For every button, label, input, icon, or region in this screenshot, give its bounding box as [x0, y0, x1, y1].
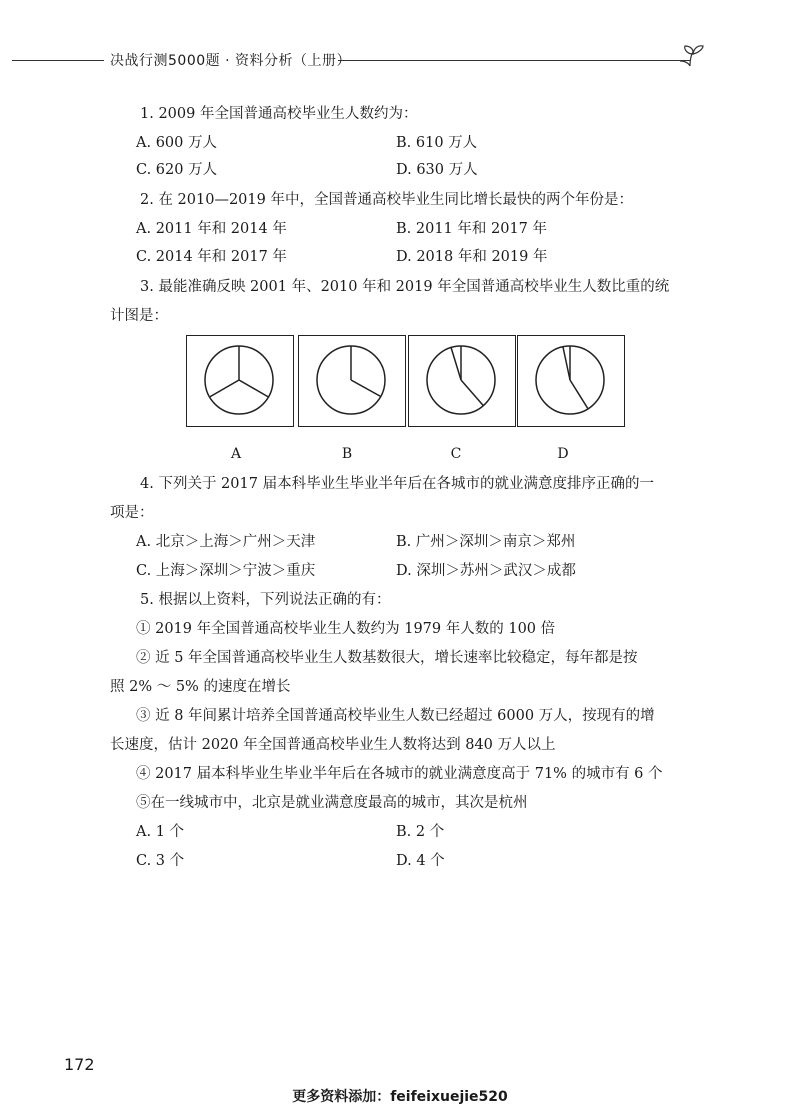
q2-option-c: C. 2014 年和 2017 年 — [136, 249, 287, 265]
pie-chart-d — [518, 336, 623, 425]
q4-option-c: C. 上海＞深圳＞宁波＞重庆 — [136, 563, 316, 579]
chart-label-a: A — [230, 446, 242, 462]
q1-option-d: D. 630 万人 — [396, 162, 478, 178]
pie-a-slice-boundary-2 — [239, 380, 268, 397]
running-header — [0, 44, 800, 74]
chart-box-b — [298, 335, 406, 427]
page-number: 172 — [64, 1055, 95, 1074]
q3-stem-line1: 3. 最能准确反映 2001 年、2010 年和 2019 年全国普通高校毕业生人数比重的统 — [140, 279, 670, 295]
q2-option-a: A. 2011 年和 2014 年 — [136, 221, 287, 237]
q5-statement-1: ① 2019 年全国普通高校毕业生人数约为 1979 年人数的 100 倍 — [136, 621, 556, 637]
q3-stem-line2: 计图是： — [110, 308, 168, 324]
q2-option-b: B. 2011 年和 2017 年 — [396, 221, 548, 237]
q5-option-d: D. 4 个 — [396, 853, 445, 869]
pie-chart-c — [409, 336, 514, 425]
pie-chart-b — [299, 336, 404, 425]
q5-stem: 5. 根据以上资料，下列说法正确的有： — [140, 592, 391, 608]
chart-box-c — [408, 335, 516, 427]
q4-option-b: B. 广州＞深圳＞南京＞郑州 — [396, 534, 576, 550]
q5-option-c: C. 3 个 — [136, 853, 185, 869]
q5-statement-2-line2: 照 2% ～ 5% 的速度在增长 — [110, 679, 291, 695]
header-rule-right — [338, 60, 690, 61]
q5-option-a: A. 1 个 — [136, 824, 185, 840]
pie-b-slice-boundary-2 — [351, 380, 381, 396]
header-rule-left — [12, 60, 104, 61]
q4-option-d: D. 深圳＞苏州＞武汉＞成都 — [396, 563, 576, 579]
q2-stem: 2. 在 2010—2019 年中，全国普通高校毕业生同比增长最快的两个年份是： — [140, 192, 633, 208]
q5-statement-3-line2: 长速度，估计 2020 年全国普通高校毕业生人数将达到 840 万人以上 — [110, 737, 556, 753]
pie-d-slice-boundary-2 — [570, 380, 588, 409]
pie-chart-options — [186, 335, 701, 430]
q1-option-c: C. 620 万人 — [136, 162, 218, 178]
q1-option-a: A. 600 万人 — [136, 135, 217, 151]
q5-statement-2-line1: ② 近 5 年全国普通高校毕业生人数基数很大，增长速率比较稳定，每年都是按 — [136, 650, 638, 666]
footer-note: 更多资料添加：feifeixuejie520 — [292, 1089, 508, 1105]
chart-label-b: B — [341, 446, 353, 462]
q5-statement-3-line1: ③ 近 8 年间累计培养全国普通高校毕业生人数已经超过 6000 万人，按现有的增 — [136, 708, 655, 724]
header-title: 决战行测5000题 · 资料分析（上册） — [110, 53, 351, 69]
q5-statement-4: ④ 2017 届本科毕业生毕业半年后在各城市的就业满意度高于 71% 的城市有 6 个 — [136, 766, 663, 782]
pie-chart-a — [187, 336, 292, 425]
q2-option-d: D. 2018 年和 2019 年 — [396, 249, 548, 265]
q4-option-a: A. 北京＞上海＞广州＞天津 — [136, 534, 316, 550]
chart-box-d — [517, 335, 625, 427]
pie-d-slice-boundary-3 — [563, 347, 570, 380]
q4-stem-line2: 项是： — [110, 505, 154, 521]
chart-label-d: D — [557, 446, 569, 462]
pie-c-slice-boundary-2 — [461, 380, 483, 406]
pie-a-slice-boundary-3 — [210, 380, 239, 397]
chart-box-a — [186, 335, 294, 427]
chart-label-c: C — [450, 446, 462, 462]
q4-stem-line1: 4. 下列关于 2017 届本科毕业生毕业半年后在各城市的就业满意度排序正确的一 — [140, 476, 655, 492]
q1-option-b: B. 610 万人 — [396, 135, 478, 151]
pie-c-slice-boundary-3 — [451, 347, 461, 380]
q5-statement-5: ⑤在一线城市中，北京是就业满意度最高的城市，其次是杭州 — [136, 795, 528, 811]
sprout-icon — [676, 44, 710, 70]
q1-stem: 1. 2009 年全国普通高校毕业生人数约为： — [140, 106, 418, 122]
q5-option-b: B. 2 个 — [396, 824, 445, 840]
